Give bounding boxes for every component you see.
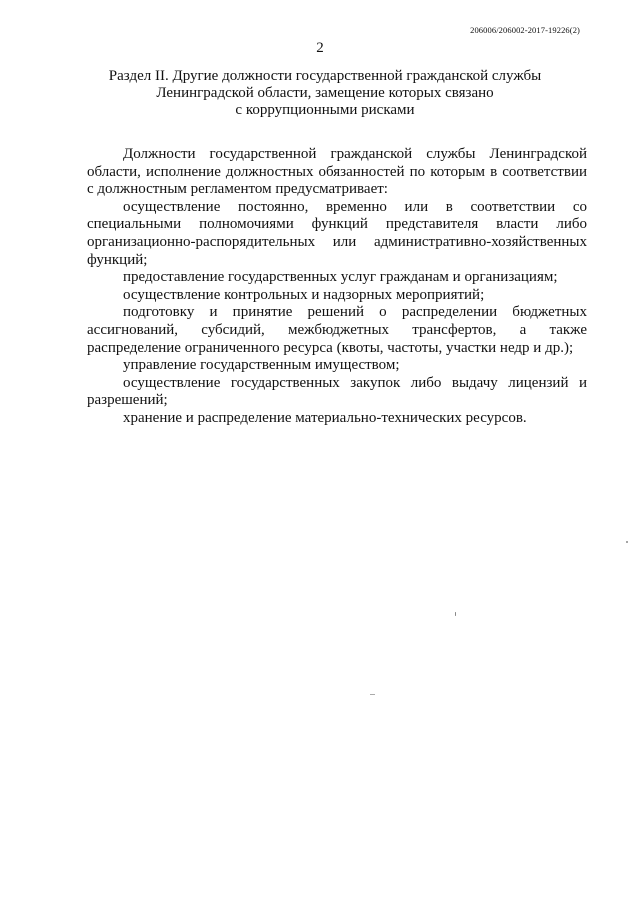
intro-paragraph: Должности государственной гражданской службы Ленинградской области, исполнение должностных обязанностей по которым в соответствии с должностным регламентом предусматривает: [87, 146, 587, 198]
section-heading-line: Ленинградской области, замещение которых связано [156, 85, 494, 101]
list-item: подготовку и принятие решений о распределении бюджетных ассигнований, субсидий, межбюджетных трансфертов, а также распределение ограниченного ресурса (квоты, частоты, участки недр и др.); [87, 304, 587, 356]
list-item: управление государственным имуществом; [123, 357, 400, 374]
list-item: осуществление постоянно, временно или в соответствии со специальными полномочиями функций представителя власти либо организационно-распорядительных или административно-хозяйственных функций; [87, 198, 587, 268]
document-number: 206006/206002-2017-19226(2) [470, 25, 580, 35]
list-item: осуществление государственных закупок либо выдачу лицензий и разрешений; [87, 374, 587, 409]
scan-speck [455, 612, 456, 616]
page-number: 2 [316, 40, 324, 56]
list-item: хранение и распределение материально-технических ресурсов. [123, 409, 527, 426]
list-item: осуществление контрольных и надзорных мероприятий; [123, 286, 485, 303]
list-item: предоставление государственных услуг гражданам и организациям; [123, 269, 558, 286]
section-heading-line: с коррупционными рисками [235, 102, 415, 118]
scan-speck [626, 541, 628, 543]
section-heading-line: Раздел II. Другие должности государственной гражданской службы [108, 68, 542, 84]
document-body [87, 146, 587, 428]
section-heading [90, 68, 560, 119]
scan-speck [370, 694, 375, 695]
